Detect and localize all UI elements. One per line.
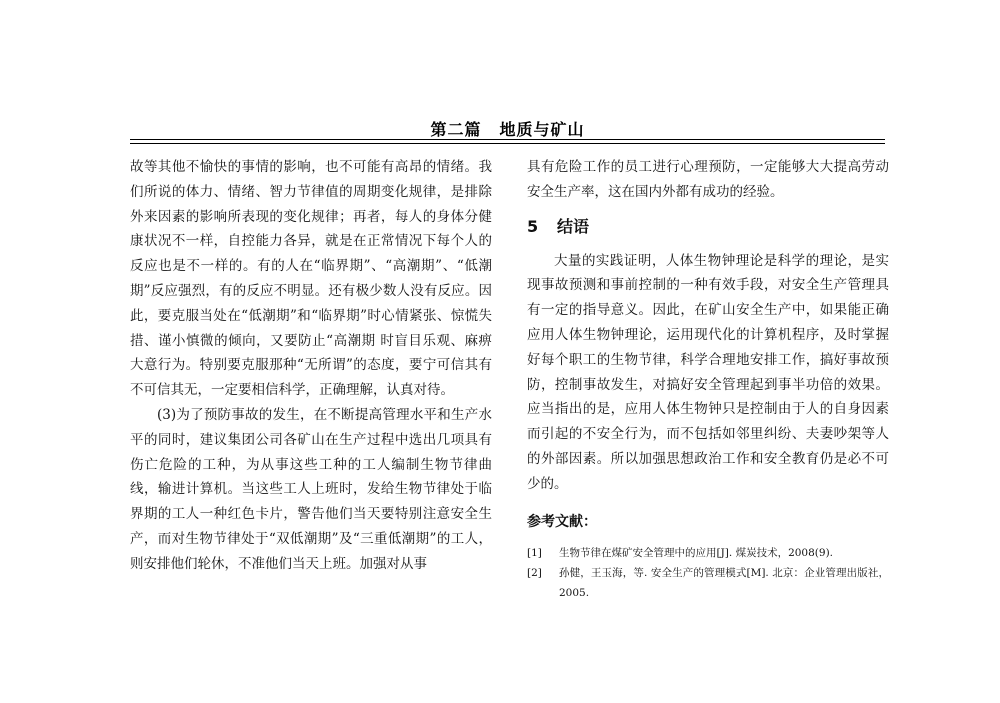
header-rule-thin xyxy=(130,143,885,144)
references-title: 参考文献： xyxy=(527,513,597,530)
reference-text: 生物节律在煤矿安全管理中的应用[J]. 煤炭技术，2008(9). xyxy=(559,546,834,559)
header-title: 地质与矿山 xyxy=(499,120,585,139)
left-paragraph-2: (3)为了预防事故的发生，在不断提高管理水平和生产水平的同时，建议集团公司各矿山在生产过程中选出几项具有伤亡危险的工种，为从事这些工种的工人编制生物节律曲线，输进计算机。当这些工人上班时，发给生物节律处于临界期的工人一种红色卡片，警告他们当天要特别注意安全生产，而对生物节律处于“双低潮期”及“三重低潮期”的工人，则安排他们轮休，不准他们当天上班。加强对从事 xyxy=(130,406,492,572)
reference-text: 孙健，王玉海，等. 安全生产的管理模式[M]. 北京：企业管理出版社，2005. xyxy=(559,566,889,599)
reference-number: [1] xyxy=(527,546,542,559)
header-rule-thick xyxy=(130,139,885,140)
right-paragraph-2: 大量的实践证明，人体生物钟理论是科学的理论，是实现事故预测和事前控制的一种有效手段，对安全生产管理具有一定的指导意义。因此，在矿山安全生产中，如果能正确应用人体生物钟理论，运用现代化的计算机程序，及时掌握好每个职工的生物节律，科学合理地安排工作，搞好事故预防，控制事故发生，对搞好安全管理起到事半功倍的效果。应当指出的是，应用人体生物钟只是控制由于人的自身因素而引起的不安全行为，而不包括如邻里纠纷、夫妻吵架等人的外部因素。所以加强思想政治工作和安全教育仍是必不可少的。 xyxy=(527,252,889,492)
reference-number: [2] xyxy=(527,566,542,579)
right-paragraph-1: 具有危险工作的员工进行心理预防，一定能够大大提高劳动安全生产率，这在国内外都有成功的经验。 xyxy=(527,159,889,200)
right-column xyxy=(527,155,889,603)
reference-item xyxy=(527,563,889,603)
section-number: 5 xyxy=(527,216,539,236)
section-title: 结语 xyxy=(557,216,590,236)
reference-item xyxy=(527,543,889,563)
running-header xyxy=(130,117,885,140)
references-list xyxy=(527,543,889,603)
left-paragraph-1: 故等其他不愉快的事情的影响，也不可能有高昂的情绪。我们所说的体力、情绪、智力节律值的周期变化规律，是排除外来因素的影响所表现的变化规律；再者，每人的身体分健康状况不一样，自控能力各异，就是在正常情况下每个人的反应也是不一样的。有的人在“临界期”、“高潮期”、“低潮期”反应强烈，有的反应不明显。还有极少数人没有反应。因此，要克服当处在“低潮期”和“临界期”时心情紧张、惊慌失措、谨小慎微的倾向，又要防止“高潮期 时盲目乐观、麻痹大意行为。特别要克服那种“无所谓”的态度，要宁可信其有不可信其无，一定要相信科学，正确理解，认真对待。 xyxy=(130,159,492,399)
left-column xyxy=(130,155,492,577)
header-part: 第二篇 xyxy=(430,120,482,139)
section-heading xyxy=(527,215,889,239)
